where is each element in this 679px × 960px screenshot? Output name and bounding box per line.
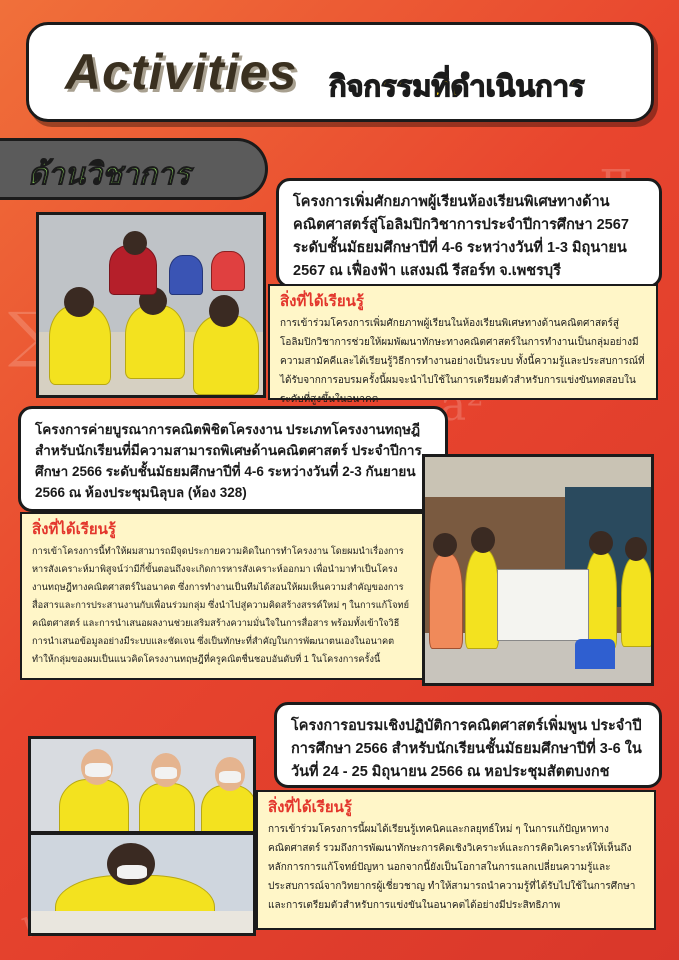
project-1-photo — [36, 212, 266, 398]
project-3-title: โครงการอบรมเชิงปฏิบัติการคณิตศาสตร์เพิ่มพูน ประจำปีการศึกษา 2566 สำหรับนักเรียนชั้นมัธยมศึกษาปีที่ 3-6 ในวันที่ 24 - 25 มิถุนายน 2566 ณ หอประชุมสัตตบงกช — [291, 718, 642, 780]
decorative-math-symbols: a² — [440, 380, 484, 431]
project-2-title-box — [18, 406, 448, 512]
project-1-learning-heading: สิ่งที่ได้เรียนรู้ — [280, 293, 364, 310]
project-1-title: โครงการเพิ่มศักยภาพผู้เรียนห้องเรียนพิเศษทางด้านคณิตศาสตร์สู่โอลิมปิกวิชาการประจำปีการศึกษา 2567 ระดับชั้นมัธยมศึกษาปีที่ 4-6 ระหว่างวันที่ 1-3 มิถุนายน 2567 ณ เฟื่องฟ้า แสงมณี รีสอร์ท จ.เพชรบุรี — [293, 194, 629, 279]
project-3-learning-box — [256, 790, 656, 930]
project-2-learning-text: การเข้าโครงการนี้ทำให้ผมสามารถมีจุดประกายความคิดในการทำโครงงาน โดยผมนำเรื่องการหารสังเคราะห์มาพิสูจน์ว่ามีกี่ขั้นตอนถึงจะเกิดการหารสังเคราะห์ออกมา เพื่อนำมาทำเป็นโครงงานทฤษฎีทางคณิตศาสตร์ในอนาคต ซึ่งการทำงานเป็นทีมได้สอนให้ผมเห็นความสำคัญของการสื่อสารและการประสานงานกับเพื่อนร่วมกลุ่ม ซึ่งนำไปสู่ความคิดสร้างสรรค์ใหม่ ๆ ในการแก้โจทย์คณิตศาสตร์ และการนำเสนอผลงานช่วยเสริมสร้างความมั่นใจในการสื่อสาร พร้อมทั้งเข้าใจวิธีการนำเสนอข้อมูลอย่างมีระบบและชัดเจน ซึ่งเป็นทักษะที่สำคัญในการพัฒนาตนเองในอนาคต ทำให้กลุ่มของผมเป็นแนวคิดโครงงานทฤษฎีที่ครูคณิตชื่นชอบอันดับที่ 1 ในโครงการครั้งนี้ — [32, 546, 409, 664]
project-2-learning-heading: สิ่งที่ได้เรียนรู้ — [32, 521, 116, 538]
decorative-math-symbols: ∑ — [8, 300, 51, 370]
project-3-learning-heading: สิ่งที่ได้เรียนรู้ — [268, 799, 352, 816]
section-label-text: ด้านวิชาการ — [28, 158, 191, 191]
project-3-title-box — [274, 702, 662, 788]
project-1-learning-box — [268, 284, 658, 405]
project-3-learning-text: การเข้าร่วมโครงการนี้ผมได้เรียนรู้เทคนิคและกลยุทธ์ใหม่ ๆ ในการแก้ปัญหาทางคณิตศาสตร์ รวมถึงการพัฒนาทักษะการคิดเชิงวิเคราะห์และการคิดวิเคราะห์ให้เห็นถึงหลักการการแก้โจทย์ปัญหา นอกจากนี้ยังเป็นโอกาสในการแลกเปลี่ยนความรู้และประสบการณ์จากวิทยากรผู้เชี่ยวชาญ ทำให้สามารถนำความรู้ที่ได้รับไปใช้ในการศึกษาและการเตรียมตัวสำหรับการแข่งขันในอนาคตได้อย่างมีประสิทธิภาพ — [268, 824, 636, 911]
project-2-photo — [422, 454, 654, 686]
project-2-learning-box — [20, 512, 425, 680]
project-1-learning-text: การเข้าร่วมโครงการเพิ่มศักยภาพผู้เรียนในห้องเรียนพิเศษทางด้านคณิตศาสตร์สู่โอลิมปิกวิชาการช่วยให้ผมพัฒนาทักษะทางคณิตศาสตร์ในการทำงานเป็นกลุ่มอย่างมีความสามัคคีและได้เรียนรู้วิธีการทำงานอย่างเป็นระบบ ทั้งนี้ความรู้และประสบการณ์ที่ได้รับจากการอบรมครั้งนี้ผมจะนำไปใช้ในการเตรียมตัวสำหรับการแข่งขันทดสอบในระดับที่สูงขึ้นในอนาคต — [280, 318, 645, 405]
page-title-thai: กิจกรรมที่ดำเนินการ — [329, 71, 585, 103]
project-3-photo-top — [28, 736, 256, 834]
project-2-title: โครงการค่ายบูรณาการคณิตพิชิตโครงงาน ประเภทโครงงานทฤษฎี สำหรับนักเรียนที่มีความสามารถพิเศษด้านคณิตศาสตร์ ประจำปีการศึกษา 2566 ระดับชั้นมัธยมศึกษาปีที่ 4-6 ระหว่างวันที่ 2-3 กันยายน 2566 ณ ห้องประชุมนิลุบล (ห้อง 328) — [35, 422, 422, 500]
project-3-photo-bottom — [28, 832, 256, 936]
page-title-box — [26, 22, 654, 122]
section-label — [0, 138, 268, 200]
project-1-title-box — [276, 178, 662, 288]
page-title-english: Activities — [65, 44, 298, 100]
